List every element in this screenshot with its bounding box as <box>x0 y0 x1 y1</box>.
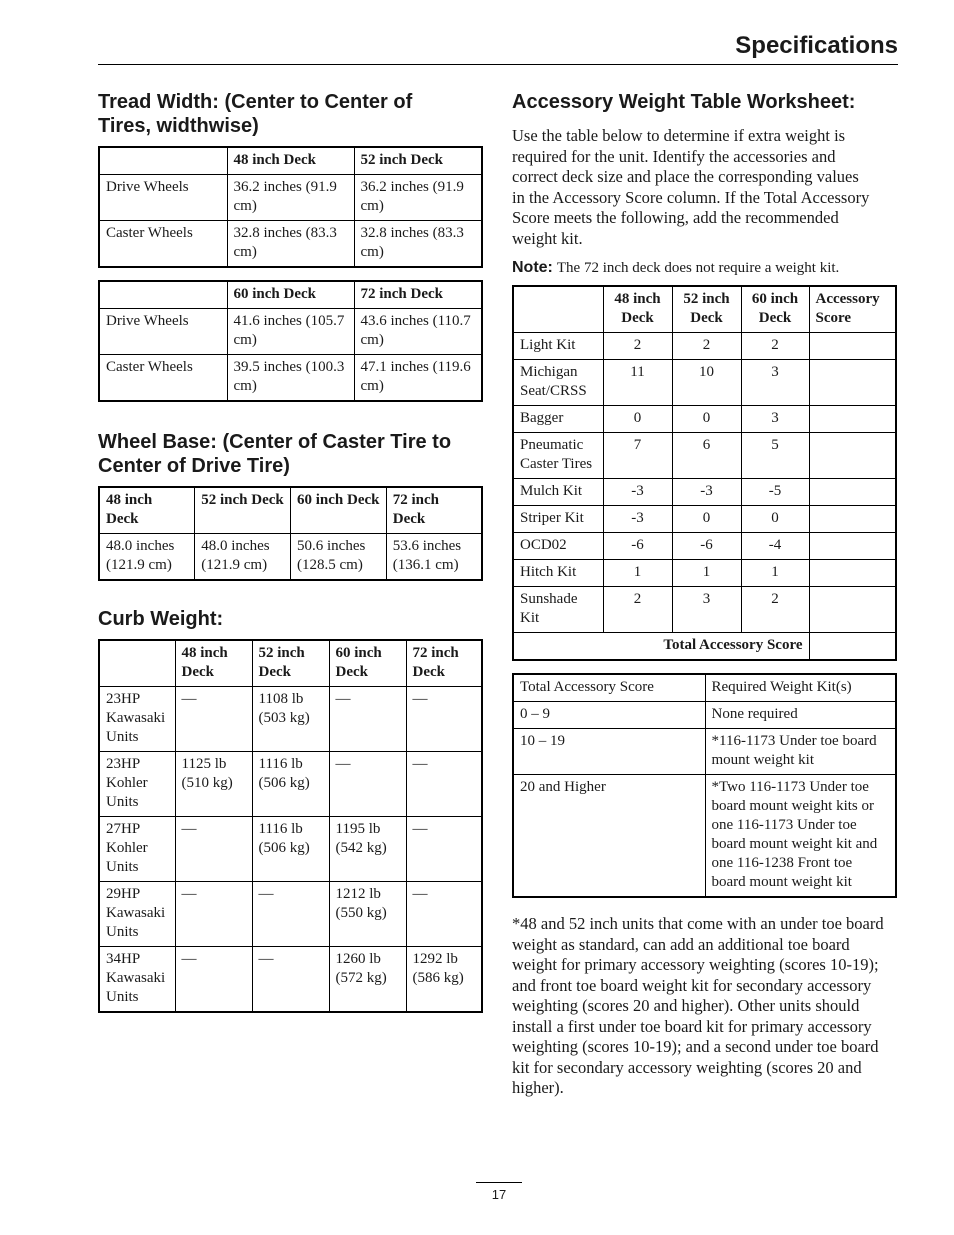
header-divider <box>98 64 898 65</box>
table-row <box>513 360 896 406</box>
table-cell: 6 <box>672 433 741 479</box>
table-header-cell: Total Accessory Score <box>513 674 705 702</box>
table-header-cell: 48 inch Deck <box>175 640 252 687</box>
table-row <box>513 433 896 479</box>
table-cell: 36.2 inches (91.9 cm) <box>227 175 354 221</box>
table-row <box>513 533 896 560</box>
weight-kit-table <box>512 673 897 898</box>
table-row <box>513 729 896 775</box>
note <box>512 259 897 277</box>
table-header-row <box>513 286 896 333</box>
table-cell: Pneumatic Caster Tires <box>513 433 603 479</box>
table-cell: 47.1 inches (119.6 cm) <box>354 355 482 402</box>
table-cell: — <box>252 947 329 1013</box>
table-row <box>513 406 896 433</box>
table-cell: 2 <box>672 333 741 360</box>
table-cell: 3 <box>741 406 809 433</box>
table-cell: 0 <box>603 406 672 433</box>
table-cell: 32.8 inches (83.3 cm) <box>354 221 482 268</box>
table-cell: — <box>175 817 252 882</box>
table-row <box>99 221 482 268</box>
accessory-score-table <box>512 285 897 661</box>
table-cell: 10 <box>672 360 741 406</box>
table-header-cell <box>99 147 227 175</box>
table-cell: 34HP Kawasaki Units <box>99 947 175 1013</box>
table-cell: 11 <box>603 360 672 406</box>
total-accessory-score-cell[interactable] <box>809 633 896 661</box>
table-cell: Hitch Kit <box>513 560 603 587</box>
table-cell: — <box>175 882 252 947</box>
table-cell: 53.6 inches (136.1 cm) <box>386 534 482 581</box>
tread-width-table-60-72 <box>98 280 483 402</box>
table-cell: *116-1173 Under toe board mount weight kit <box>705 729 896 775</box>
table-row <box>99 175 482 221</box>
table-header-cell <box>99 281 227 309</box>
table-header-cell: 72 inch Deck <box>386 487 482 534</box>
table-header-cell: Accessory Score <box>809 286 896 333</box>
table-cell: 23HP Kohler Units <box>99 752 175 817</box>
accessory-score-cell[interactable] <box>809 406 896 433</box>
table-header-cell: Required Weight Kit(s) <box>705 674 896 702</box>
table-header-row <box>99 147 482 175</box>
table-cell: Striper Kit <box>513 506 603 533</box>
accessory-score-cell[interactable] <box>809 587 896 633</box>
table-row <box>513 506 896 533</box>
table-cell: — <box>406 752 482 817</box>
table-cell: — <box>406 687 482 752</box>
table-cell: 32.8 inches (83.3 cm) <box>227 221 354 268</box>
left-column <box>98 90 483 1013</box>
curb-weight-heading: Curb Weight: <box>98 608 224 630</box>
table-cell: Caster Wheels <box>99 221 227 268</box>
table-cell: Sunshade Kit <box>513 587 603 633</box>
table-cell: 0 <box>741 506 809 533</box>
table-cell: 23HP Kawasaki Units <box>99 687 175 752</box>
table-cell: 0 <box>672 406 741 433</box>
table-cell: *Two 116-1173 Under toe board mount weight kits or one 116-1173 Under toe board mount weight kit and one 116-1238 Front toe board mount weight kit <box>705 775 896 898</box>
table-cell: 3 <box>741 360 809 406</box>
table-header-cell: 60 inch Deck <box>291 487 387 534</box>
table-cell: 39.5 inches (100.3 cm) <box>227 355 354 402</box>
table-cell: 1195 lb (542 kg) <box>329 817 406 882</box>
table-cell: Michigan Seat/CRSS <box>513 360 603 406</box>
table-cell: -3 <box>603 479 672 506</box>
curb-weight-table <box>98 639 483 1013</box>
table-cell: — <box>329 687 406 752</box>
table-cell: — <box>175 687 252 752</box>
table-header-cell: 72 inch Deck <box>354 281 482 309</box>
table-cell: 1212 lb (550 kg) <box>329 882 406 947</box>
table-row <box>513 587 896 633</box>
tread-width-table-48-52 <box>98 146 483 268</box>
table-row <box>99 687 482 752</box>
table-header-cell <box>99 640 175 687</box>
table-row <box>513 702 896 729</box>
table-cell: 29HP Kawasaki Units <box>99 882 175 947</box>
table-cell: — <box>406 817 482 882</box>
table-cell: 10 – 19 <box>513 729 705 775</box>
table-cell: 41.6 inches (105.7 cm) <box>227 309 354 355</box>
table-cell: Mulch Kit <box>513 479 603 506</box>
table-cell: 2 <box>603 333 672 360</box>
right-column <box>512 90 897 1099</box>
wheel-base-table <box>98 486 483 581</box>
table-header-cell: 48 inch Deck <box>227 147 354 175</box>
table-header-cell: 48 inch Deck <box>99 487 195 534</box>
table-row <box>513 560 896 587</box>
accessory-worksheet-heading: Accessory Weight Table Worksheet: <box>512 91 856 113</box>
table-row <box>99 752 482 817</box>
table-cell: 48.0 inches (121.9 cm) <box>195 534 291 581</box>
table-cell: — <box>175 947 252 1013</box>
table-cell: Light Kit <box>513 333 603 360</box>
footnote-paragraph: *48 and 52 inch units that come with an under toe board weight as standard, can add an additional toe board weight for primary accessory weighting (scores 10-19); and front toe board weight kit for secondary accessory weighting (scores 20 and higher). Other units should install a first under toe board kit for primary accessory weighting (scores 10-19); and a second under toe board kit for secondary accessory weighting (scores 20 and higher). <box>512 914 884 1097</box>
table-row <box>99 947 482 1013</box>
table-cell: 2 <box>741 587 809 633</box>
table-cell: Drive Wheels <box>99 309 227 355</box>
table-cell: 50.6 inches (128.5 cm) <box>291 534 387 581</box>
page-title: Specifications <box>735 32 898 59</box>
table-row <box>99 355 482 402</box>
table-header-cell: 48 inch Deck <box>603 286 672 333</box>
table-header-cell: 60 inch Deck <box>741 286 809 333</box>
table-row <box>513 333 896 360</box>
table-cell: 43.6 inches (110.7 cm) <box>354 309 482 355</box>
accessory-score-cell[interactable] <box>809 433 896 479</box>
table-cell: 1292 lb (586 kg) <box>406 947 482 1013</box>
tread-width-heading: Tread Width: (Center to Center of Tires, widthwise) <box>98 91 413 137</box>
table-cell: -3 <box>603 506 672 533</box>
table-row <box>99 882 482 947</box>
table-cell: -6 <box>672 533 741 560</box>
table-header-row <box>99 281 482 309</box>
table-row <box>99 817 482 882</box>
accessory-score-cell[interactable] <box>809 333 896 360</box>
table-cell: 2 <box>603 587 672 633</box>
accessory-intro-paragraph: Use the table below to determine if extra weight is required for the unit. Identify the accessories and correct deck size and place the corresponding values in the Accessory Score column. If the Total Accessory Score meets the following, add the recommended weight kit. <box>512 126 870 248</box>
table-cell: -4 <box>741 533 809 560</box>
table-cell: 7 <box>603 433 672 479</box>
table-cell: 1 <box>741 560 809 587</box>
note-text: The 72 inch deck does not require a weight kit. <box>556 260 840 276</box>
table-header-cell: 60 inch Deck <box>329 640 406 687</box>
table-cell: 5 <box>741 433 809 479</box>
table-cell: OCD02 <box>513 533 603 560</box>
table-cell: Bagger <box>513 406 603 433</box>
table-header-row <box>513 674 896 702</box>
accessory-score-cell[interactable] <box>809 506 896 533</box>
table-cell: 36.2 inches (91.9 cm) <box>354 175 482 221</box>
table-cell: -3 <box>672 479 741 506</box>
note-label: Note: <box>512 259 553 276</box>
table-cell: 2 <box>741 333 809 360</box>
table-cell: 48.0 inches (121.9 cm) <box>99 534 195 581</box>
accessory-score-cell[interactable] <box>809 360 896 406</box>
wheel-base-heading: Wheel Base: (Center of Caster Tire to Center of Drive Tire) <box>98 431 452 477</box>
table-header-row <box>99 640 482 687</box>
table-cell: 1260 lb (572 kg) <box>329 947 406 1013</box>
table-cell: 20 and Higher <box>513 775 705 898</box>
table-cell: 1 <box>672 560 741 587</box>
accessory-score-cell[interactable] <box>809 479 896 506</box>
table-cell: 1 <box>603 560 672 587</box>
total-row <box>513 633 896 661</box>
table-cell: Caster Wheels <box>99 355 227 402</box>
total-accessory-score-label: Total Accessory Score <box>513 633 809 661</box>
table-cell: — <box>329 752 406 817</box>
table-header-row <box>99 487 482 534</box>
table-cell: -6 <box>603 533 672 560</box>
table-cell: 1125 lb (510 kg) <box>175 752 252 817</box>
table-cell: — <box>252 882 329 947</box>
table-cell: -5 <box>741 479 809 506</box>
table-header-cell: 52 inch Deck <box>354 147 482 175</box>
table-cell: None required <box>705 702 896 729</box>
table-row <box>99 309 482 355</box>
table-cell: 1108 lb (503 kg) <box>252 687 329 752</box>
table-cell: 0 – 9 <box>513 702 705 729</box>
table-header-cell: 52 inch Deck <box>672 286 741 333</box>
table-header-cell: 52 inch Deck <box>195 487 291 534</box>
table-cell: Drive Wheels <box>99 175 227 221</box>
table-cell: 27HP Kohler Units <box>99 817 175 882</box>
table-header-cell: 72 inch Deck <box>406 640 482 687</box>
table-header-cell: 60 inch Deck <box>227 281 354 309</box>
table-row <box>99 534 482 581</box>
table-row <box>513 775 896 898</box>
table-cell: 3 <box>672 587 741 633</box>
table-header-cell: 52 inch Deck <box>252 640 329 687</box>
accessory-score-cell[interactable] <box>809 560 896 587</box>
table-cell: 1116 lb (506 kg) <box>252 817 329 882</box>
accessory-score-cell[interactable] <box>809 533 896 560</box>
table-cell: 0 <box>672 506 741 533</box>
table-cell: 1116 lb (506 kg) <box>252 752 329 817</box>
table-header-cell <box>513 286 603 333</box>
table-row <box>513 479 896 506</box>
table-cell: — <box>406 882 482 947</box>
page-number: 17 <box>476 1182 522 1202</box>
